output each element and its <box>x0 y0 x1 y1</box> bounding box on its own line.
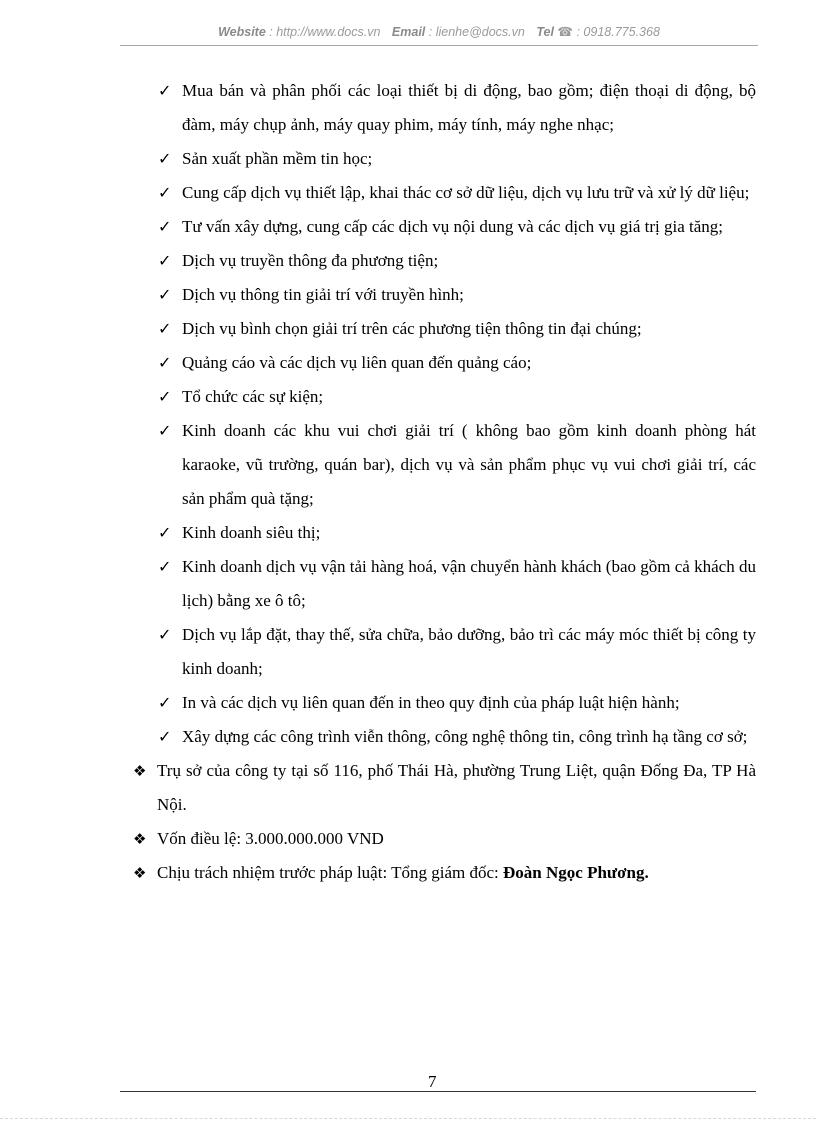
checkmark-icon: ✓ <box>158 421 172 440</box>
list-item-text: Xây dựng các công trình viễn thông, công nghệ thông tin, công trình hạ tầng cơ sở; <box>182 727 748 746</box>
list-item-text: Kinh doanh dịch vụ vận tải hàng hoá, vận chuyển hành khách (bao gồm cả khách du lịch) bằng xe ô tô; <box>182 557 756 610</box>
list-item <box>158 346 756 380</box>
list-item <box>158 176 756 210</box>
list-item-text: Tư vấn xây dựng, cung cấp các dịch vụ nội dung và các dịch vụ giá trị gia tăng; <box>182 217 724 236</box>
list-item <box>158 618 756 686</box>
director-name: Đoàn Ngọc Phương. <box>503 863 649 882</box>
list-item-text: Kinh doanh các khu vui chơi giải trí ( không bao gồm kinh doanh phòng hát karaoke, vũ trường, quán bar), dịch vụ và sản phẩm phục vụ vui chơi giải trí, các sản phẩm quà tặng; <box>182 421 756 508</box>
tel-value: : 0918.775.368 <box>576 25 660 39</box>
checkmark-icon: ✓ <box>158 149 172 168</box>
list-item <box>158 380 756 414</box>
list-item <box>158 244 756 278</box>
website-label: Website <box>218 25 266 39</box>
liability-label: Chịu trách nhiệm trước pháp luật: Tổng giám đốc: <box>157 863 504 882</box>
list-item-text: Kinh doanh siêu thị; <box>182 523 321 542</box>
checkmark-icon: ✓ <box>158 625 172 644</box>
list-item-text: Dịch vụ bình chọn giải trí trên các phương tiện thông tin đại chúng; <box>182 319 642 338</box>
list-item <box>158 210 756 244</box>
diamond-bullet-icon: ❖ <box>133 762 147 780</box>
checkmark-icon: ✓ <box>158 693 172 712</box>
checkmark-icon: ✓ <box>158 81 172 100</box>
list-item-text: Mua bán và phân phối các loại thiết bị di động, bao gồm; điện thoại di động, bộ đàm, máy chụp ảnh, máy quay phim, máy tính, máy nghe nhạc; <box>182 81 756 134</box>
checkmark-icon: ✓ <box>158 183 172 202</box>
header-divider <box>120 45 758 46</box>
checkmark-icon: ✓ <box>158 251 172 270</box>
headquarters-item <box>133 754 756 822</box>
checkmark-icon: ✓ <box>158 557 172 576</box>
email-label: Email <box>391 25 426 39</box>
website-value: : http://www.docs.vn <box>269 25 381 39</box>
page-header <box>120 24 758 39</box>
list-item-text: Cung cấp dịch vụ thiết lập, khai thác cơ sở dữ liệu, dịch vụ lưu trữ và xử lý dữ liệu; <box>182 183 750 202</box>
list-item <box>158 686 756 720</box>
page-body <box>0 74 816 890</box>
checkmark-icon: ✓ <box>158 285 172 304</box>
tel-label: Tel <box>536 25 554 39</box>
footer-divider <box>120 1091 756 1092</box>
list-item <box>158 550 756 618</box>
page-bottom-edge <box>0 1118 816 1119</box>
list-item-text: Dịch vụ thông tin giải trí với truyền hình; <box>182 285 464 304</box>
page-number: 7 <box>428 1072 437 1091</box>
checkmark-icon: ✓ <box>158 217 172 236</box>
checkmark-icon: ✓ <box>158 387 172 406</box>
email-value: : lienhe@docs.vn <box>428 25 525 39</box>
headquarters-text: Trụ sở của công ty tại số 116, phố Thái Hà, phường Trung Liệt, quận Đống Đa, TP Hà Nội. <box>157 761 756 814</box>
diamond-bullet-icon: ❖ <box>133 830 147 848</box>
list-item-text: Tổ chức các sự kiện; <box>182 387 324 406</box>
list-item-text: In và các dịch vụ liên quan đến in theo quy định của pháp luật hiện hành; <box>182 693 680 712</box>
diamond-bullet-icon: ❖ <box>133 864 147 882</box>
capital-text: Vốn điều lệ: 3.000.000.000 VND <box>157 829 384 848</box>
list-item-text: Dịch vụ truyền thông đa phương tiện; <box>182 251 439 270</box>
liability-item <box>133 856 756 890</box>
list-item <box>158 414 756 516</box>
list-item <box>158 278 756 312</box>
list-item <box>158 312 756 346</box>
capital-item <box>133 822 756 856</box>
list-item <box>158 516 756 550</box>
phone-icon: ☎ <box>557 25 573 39</box>
list-item <box>158 720 756 754</box>
checkmark-icon: ✓ <box>158 319 172 338</box>
list-item <box>158 142 756 176</box>
checkmark-icon: ✓ <box>158 523 172 542</box>
list-item-text: Sản xuất phần mềm tin học; <box>182 149 373 168</box>
list-item <box>158 74 756 142</box>
list-item-text: Quảng cáo và các dịch vụ liên quan đến quảng cáo; <box>182 353 532 372</box>
checkmark-icon: ✓ <box>158 353 172 372</box>
checkmark-icon: ✓ <box>158 727 172 746</box>
list-item-text: Dịch vụ lắp đặt, thay thế, sửa chữa, bảo dưỡng, bảo trì các máy móc thiết bị công ty kinh doanh; <box>182 625 756 678</box>
